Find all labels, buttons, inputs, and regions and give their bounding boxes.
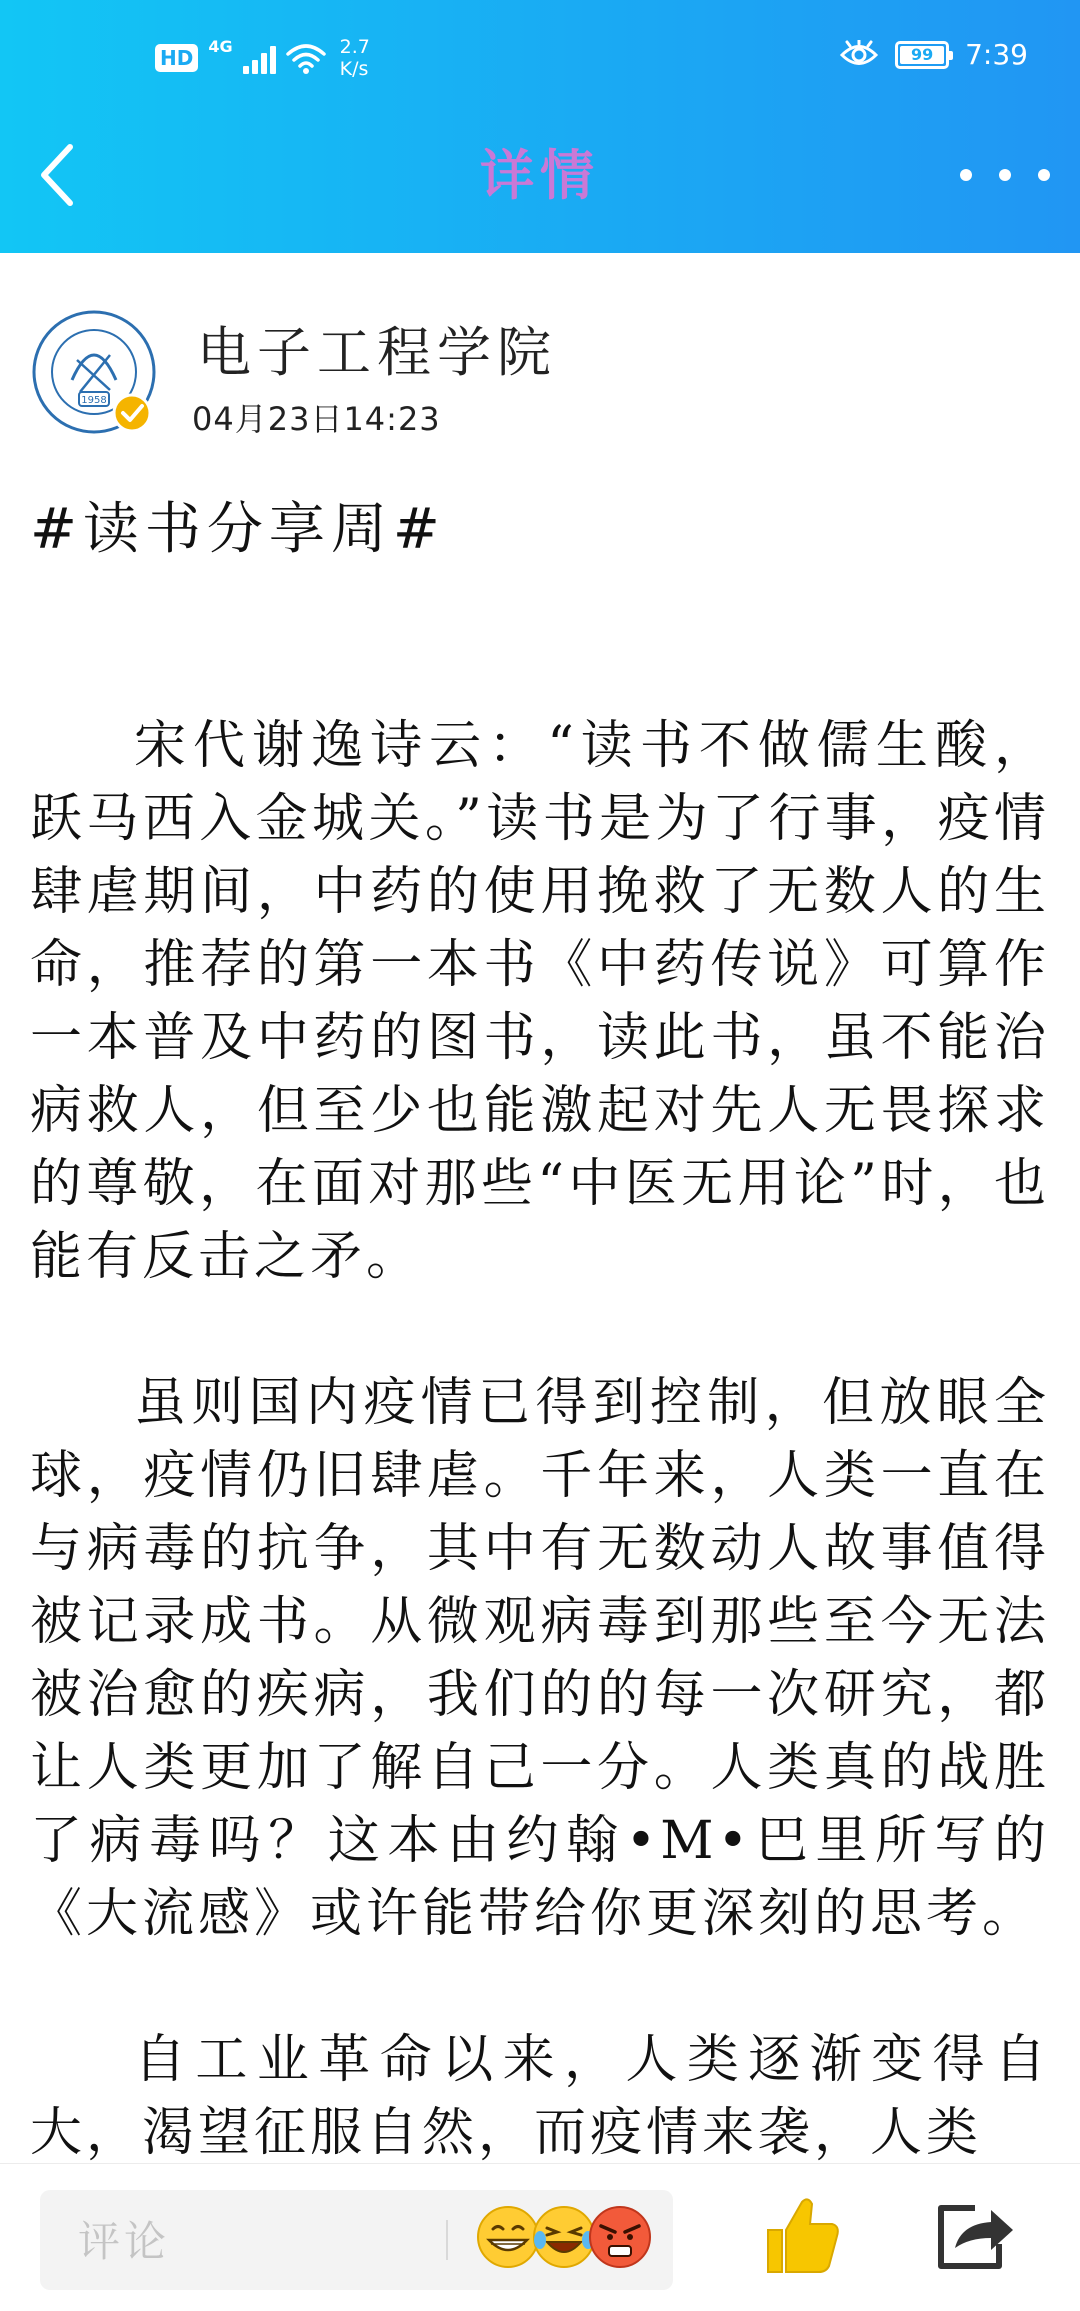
clock: 7:39 [965, 38, 1028, 71]
status-right [839, 38, 1028, 71]
post-time: 04月23日14:23 [192, 400, 441, 438]
more-dot-icon [960, 169, 972, 181]
avatar-year: 1958 [81, 395, 107, 406]
bottom-action-bar [0, 2163, 1080, 2311]
battery-icon [895, 41, 949, 69]
more-dot-icon [999, 169, 1011, 181]
network-type: 4G [208, 36, 233, 56]
author-name[interactable]: 电子工程学院 [197, 321, 557, 384]
signal-icon [243, 42, 276, 74]
avatar[interactable] [32, 310, 162, 440]
hd-badge: HD [155, 44, 198, 72]
status-bar [0, 0, 1080, 125]
angry-emoji-icon[interactable] [587, 2204, 653, 2270]
post-paragraph: 虽则国内疫情已得到控制，但放眼全球，疫情仍旧肆虐。千年来，人类一直在与病毒的抗争，其中有无数动人故事值得被记录成书。从微观病毒到那些至今无法被治愈的疾病，我们的的每一次研究，都让人类更加了解自己一分。人类真的战胜了病毒吗？这本由约翰•M•巴里所写的《大流感》或许能带给你更深刻的思考。 [30, 1373, 1050, 1944]
post-author [32, 310, 1052, 450]
page-title: 详情 [480, 143, 600, 207]
more-dot-icon [1038, 169, 1050, 181]
thumbs-up-icon[interactable] [762, 2194, 840, 2276]
share-icon[interactable] [935, 2200, 1017, 2272]
verified-badge-icon [114, 395, 150, 431]
speed-unit: K/s [339, 58, 369, 80]
nav-bar [0, 125, 1080, 253]
comment-box[interactable] [40, 2190, 673, 2290]
eye-comfort-icon [839, 40, 879, 70]
post-paragraph: 自工业革命以来，人类逐渐变得自大，渴望征服自然，而疫情来袭，人类 [30, 2030, 1050, 2163]
post-content [30, 495, 1050, 2170]
emoji-shortcuts [475, 2204, 643, 2270]
more-button[interactable] [960, 145, 1050, 205]
network-speed [340, 36, 370, 80]
battery-level: 99 [910, 45, 934, 64]
wifi-icon [286, 42, 326, 74]
status-left [155, 36, 370, 80]
divider [446, 2220, 448, 2260]
app-header [0, 0, 1080, 253]
post-hashtag[interactable]: #读书分享周# [30, 497, 446, 562]
post-paragraph: 宋代谢逸诗云：“读书不做儒生酸，跃马西入金城关。”读书是为了行事，疫情肆虐期间，中药的使用挽救了无数人的生命，推荐的第一本书《中药传说》可算作一本普及中药的图书，读此书，虽不能治病救人，但至少也能激起对先人无畏探求的尊敬，在面对那些“中医无用论”时，也能有反击之矛。 [30, 716, 1050, 1287]
comment-input[interactable] [76, 2212, 440, 2270]
speed-value: 2.7 [339, 36, 370, 58]
